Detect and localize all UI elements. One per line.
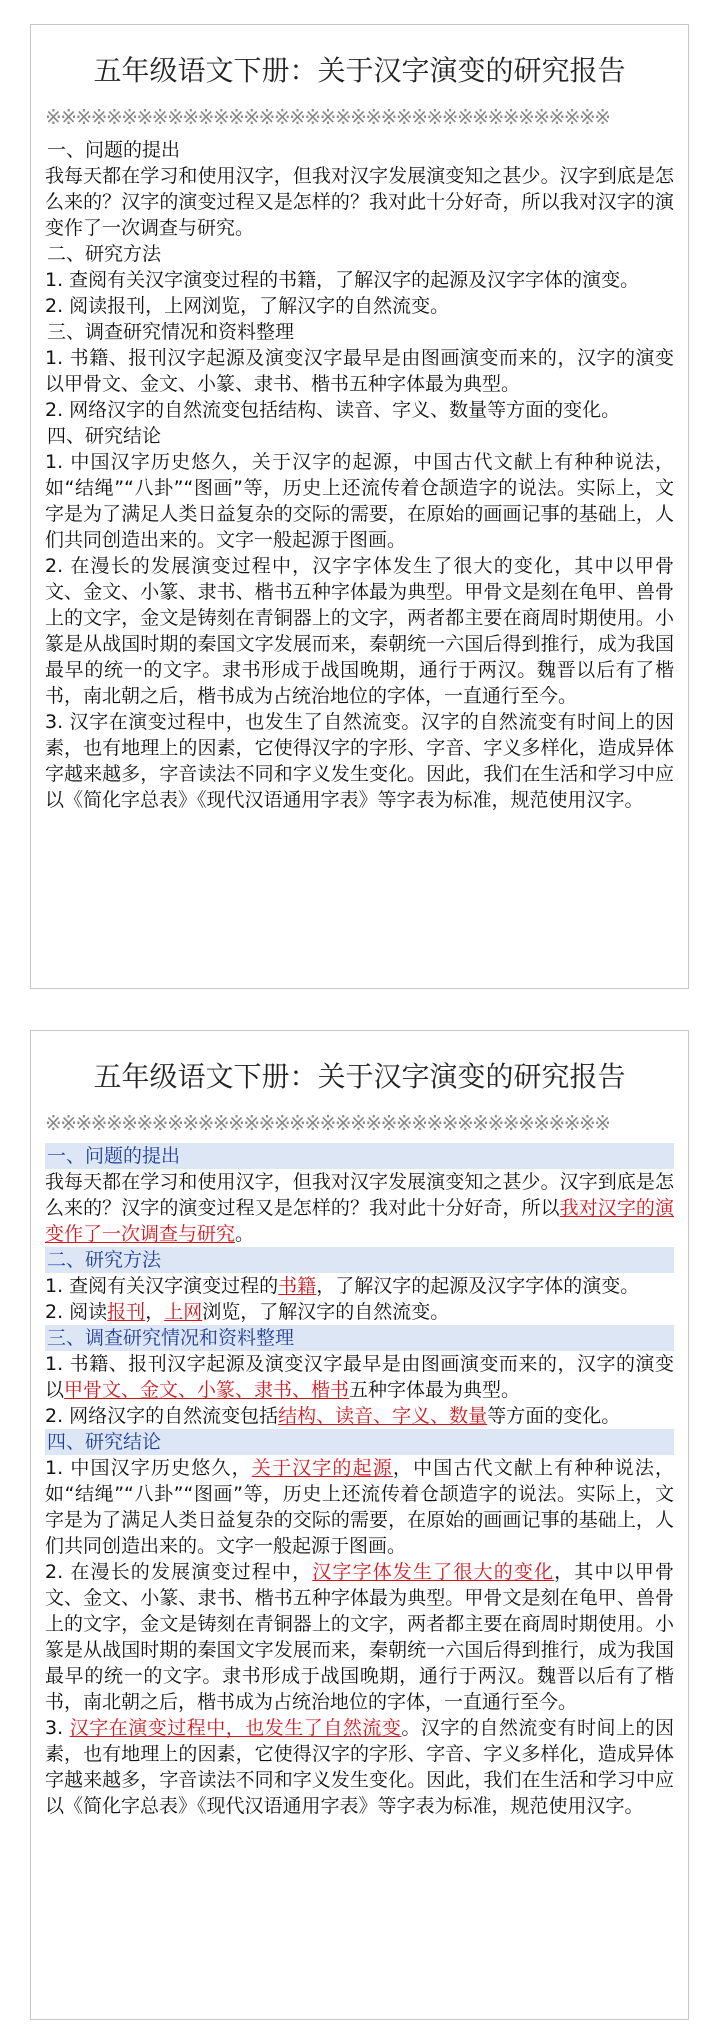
section-heading-problem: 一、问题的提出 xyxy=(45,1143,674,1169)
text-run: 我每天都在学习和使用汉字，但我对汉字发展演变知之甚少。汉字到底是怎么来的？汉字的演变过程又是怎样的？我对此十分好奇，所以 xyxy=(45,1171,674,1219)
paragraph-conclusion-3 xyxy=(45,1715,674,1819)
paragraph-problem: 我每天都在学习和使用汉字，但我对汉字发展演变知之甚少。汉字到底是怎么来的？汉字的演变过程又是怎样的？我对此十分好奇，所以我对汉字的演变作了一次调查与研究。 xyxy=(45,165,674,239)
text-run: ， xyxy=(145,1301,165,1323)
paragraph-conclusion-1: 1. 中国汉字历史悠久，关于汉字的起源，中国古代文献上有种种说法，如“结绳”“八卦”“图画”等，历史上还流传着仓颉造字的说法。实际上，文字是为了满足人类日益复杂的交际的需要，在原始的画画记事的基础上，人们共同创造出来的。文字一般起源于图画。 xyxy=(45,451,674,551)
decorative-divider: ※※※※※※※※※※※※※※※※※※※※※※※※※※※※※※※※※※※※※ xyxy=(45,105,610,129)
text-run: 。汉字的自然流变有时间上的因素，也有地理上的因素，它使得汉字的字形、字音、字义多样化，造成异体字越来越多，字音读法不同和字义发生变化。因此，我们在生活和学习中应以《简化字总表》《现代汉语通用字表》等字表为标准，规范使用汉字。 xyxy=(45,1717,674,1817)
paragraph-method-1 xyxy=(45,1273,674,1299)
text-run: ，了解汉字的起源及汉字字体的演变。 xyxy=(316,1275,640,1297)
section-heading-method: 二、研究方法 xyxy=(47,243,162,265)
text-run: ，中国古代文献上有种种说法，如“结绳”“八卦”“图画”等，历史上还流传着仓颉造字的说法。实际上，文字是为了满足人类日益复杂的交际的需要，在原始的画画记事的基础上，人们共同创造出来的。文字一般起源于图画。 xyxy=(45,1457,674,1557)
paragraph-survey-1: 1. 书籍、报刊汉字起源及演变汉字最早是由图画演变而来的，汉字的演变以甲骨文、金文、小篆、隶书、楷书五种字体最为典型。 xyxy=(45,347,674,395)
text-run: 1. 查阅有关汉字演变过程的 xyxy=(45,1275,279,1297)
paragraph-survey-2: 2. 网络汉字的自然流变包括结构、读音、字义、数量等方面的变化。 xyxy=(45,399,621,421)
section-heading-survey: 三、调查研究情况和资料整理 xyxy=(45,1325,674,1351)
paragraph-method-1: 1. 查阅有关汉字演变过程的书籍，了解汉字的起源及汉字字体的演变。 xyxy=(45,269,640,291)
paragraph-conclusion-2: 2. 在漫长的发展演变过程中，汉字字体发生了很大的变化，其中以甲骨文、金文、小篆、隶书、楷书五种字体最为典型。甲骨文是刻在龟甲、兽骨上的文字，金文是铸刻在青铜器上的文字，两者都主要在商周时期使用。小篆是从战国时期的秦国文字发展而来，秦朝统一六国后得到推行，成为我国最早的统一的文字。隶书形成于战国晚期，通行于两汉。魏晋以后有了楷书，南北朝之后，楷书成为占统治地位的字体，一直通行至今。 xyxy=(45,555,674,707)
text-run: 浏览，了解汉字的自然流变。 xyxy=(202,1301,450,1323)
text-run: 1. 书籍、报刊汉字起源及演变汉字最早是由图画演变而来的，汉字的演变以 xyxy=(45,1353,674,1401)
paragraph-conclusion-3: 3. 汉字在演变过程中，也发生了自然流变。汉字的自然流变有时间上的因素，也有地理上的因素，它使得汉字的字形、字音、字义多样化，造成异体字越来越多，字音读法不同和字义发生变化。因此，我们在生活和学习中应以《简化字总表》《现代汉语通用字表》等字表为标准，规范使用汉字。 xyxy=(45,711,674,811)
highlight-key-phrase: 关于汉字的起源 xyxy=(251,1457,393,1479)
highlight-key-phrase: 结构、读音、字义、数量 xyxy=(278,1405,488,1427)
highlight-key-phrase: 甲骨文、金文、小篆、隶书、楷书 xyxy=(64,1379,350,1401)
highlight-key-phrase: 上网 xyxy=(164,1301,203,1323)
highlight-key-phrase: 汉字字体发生了很大的变化 xyxy=(312,1561,555,1583)
text-run: 2. 在漫长的发展演变过程中， xyxy=(45,1561,313,1583)
paragraph-method-2: 2. 阅读报刊，上网浏览，了解汉字的自然流变。 xyxy=(45,295,450,317)
paragraph-survey-1 xyxy=(45,1351,674,1403)
paragraph-conclusion-1 xyxy=(45,1455,674,1559)
section-heading-method: 二、研究方法 xyxy=(45,1247,674,1273)
report-title: 五年级语文下册：关于汉字演变的研究报告 xyxy=(93,54,626,87)
highlight-key-phrase: 汉字在演变过程中，也发生了自然流变 xyxy=(69,1717,402,1739)
highlight-key-phrase: 报刊 xyxy=(107,1301,146,1323)
text-run: 等方面的变化。 xyxy=(487,1405,621,1427)
section-heading-conclusion: 四、研究结论 xyxy=(47,425,162,447)
section-heading-problem: 一、问题的提出 xyxy=(47,139,181,161)
section-heading-survey: 三、调查研究情况和资料整理 xyxy=(47,321,295,343)
text-run: 2. 阅读 xyxy=(45,1301,108,1323)
paragraph-problem xyxy=(45,1169,674,1247)
paragraph-method-2 xyxy=(45,1299,674,1325)
highlight-key-phrase: 书籍 xyxy=(278,1275,317,1297)
decorative-divider: ※※※※※※※※※※※※※※※※※※※※※※※※※※※※※※※※※※※※※ xyxy=(45,1111,610,1135)
report-card-plain xyxy=(30,24,689,989)
text-run: 1. 中国汉字历史悠久， xyxy=(45,1457,252,1479)
paragraph-survey-2 xyxy=(45,1403,674,1429)
text-run: ，其中以甲骨文、金文、小篆、隶书、楷书五种字体最为典型。甲骨文是刻在龟甲、兽骨上的文字，金文是铸刻在青铜器上的文字，两者都主要在商周时期使用。小篆是从战国时期的秦国文字发展而来，秦朝统一六国后得到推行，成为我国最早的统一的文字。隶书形成于战国晚期，通行于两汉。魏晋以后有了楷书，南北朝之后，楷书成为占统治地位的字体，一直通行至今。 xyxy=(45,1561,674,1713)
report-title: 五年级语文下册：关于汉字演变的研究报告 xyxy=(93,1060,626,1093)
text-run: 。 xyxy=(235,1223,255,1245)
highlight-key-phrase: 我对汉字的演变作了一次调查与研究 xyxy=(45,1197,674,1245)
report-card-annotated xyxy=(30,1030,689,2020)
text-run: 2. 网络汉字的自然流变包括 xyxy=(45,1405,279,1427)
text-run: 五种字体最为典型。 xyxy=(349,1379,521,1401)
paragraph-conclusion-2 xyxy=(45,1559,674,1715)
section-heading-conclusion: 四、研究结论 xyxy=(45,1429,674,1455)
text-run: 3. xyxy=(45,1717,70,1739)
